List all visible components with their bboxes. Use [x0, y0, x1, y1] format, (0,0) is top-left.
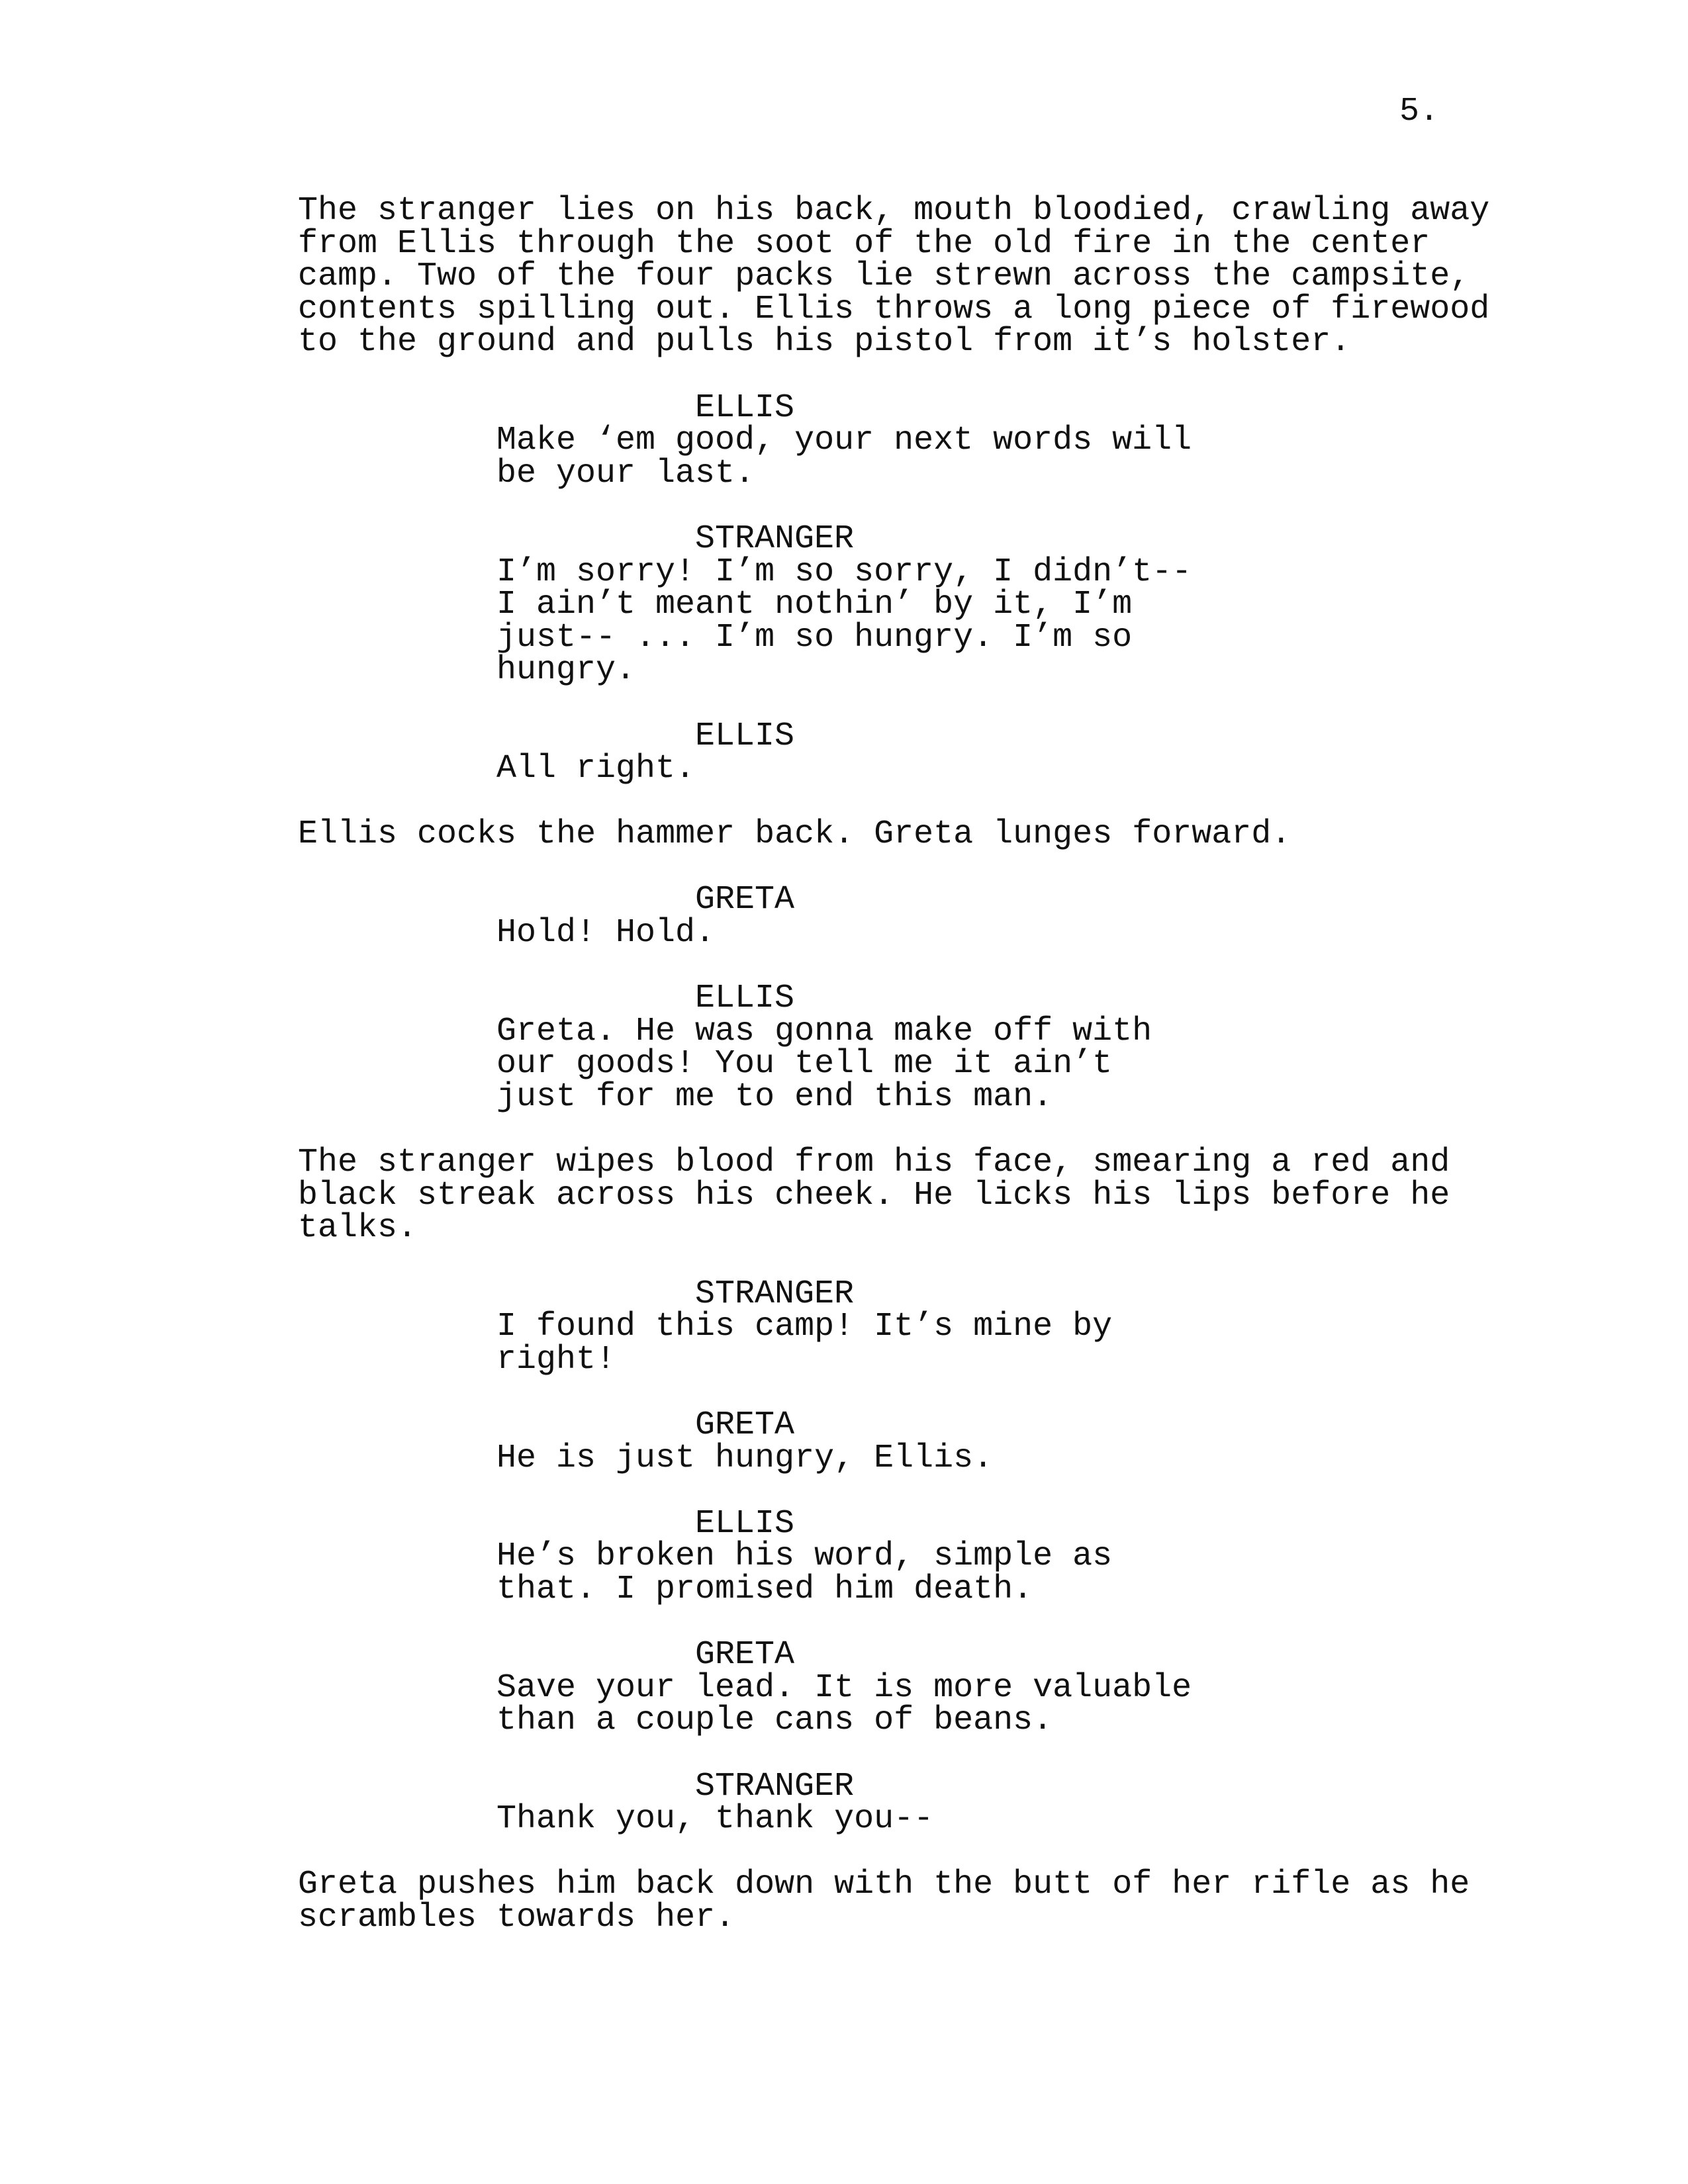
- dialogue-line: be your last.: [496, 454, 755, 492]
- dialogue-line: just-- ... I’m so hungry. I’m so: [496, 618, 1133, 657]
- dialogue-line: I’m sorry! I’m so sorry, I didn’t--: [496, 553, 1192, 591]
- character-name: GRETA: [695, 881, 795, 919]
- dialogue-block: [298, 1275, 1489, 1379]
- dialogue-line: I found this camp! It’s mine by: [496, 1308, 1113, 1346]
- action-line: Greta pushes him back down with the butt of her rifle as he: [298, 1866, 1470, 1904]
- character-name: ELLIS: [695, 717, 795, 755]
- character-name: ELLIS: [695, 1504, 795, 1543]
- character-name: GRETA: [695, 1636, 795, 1674]
- character-name: ELLIS: [695, 388, 795, 427]
- dialogue-line: that. I promised him death.: [496, 1570, 1033, 1608]
- dialogue-block: [298, 388, 1489, 492]
- block-spacer: [298, 1475, 1489, 1508]
- action-paragraph: [298, 1868, 1489, 1934]
- dialogue-block: [298, 1406, 1489, 1477]
- block-spacer: [298, 1737, 1489, 1770]
- dialogue-line: He’s broken his word, simple as: [496, 1537, 1113, 1576]
- action-line: contents spilling out. Ellis throws a long piece of firewood: [298, 290, 1490, 328]
- dialogue-line: right!: [496, 1340, 616, 1379]
- block-spacer: [298, 950, 1489, 983]
- block-spacer: [298, 490, 1489, 523]
- action-paragraph: [298, 192, 1490, 361]
- action-line: Ellis cocks the hammer back. Greta lunges forward.: [298, 815, 1291, 854]
- block-spacer: [298, 1114, 1489, 1147]
- dialogue-block: [298, 1504, 1489, 1608]
- block-spacer: [298, 1606, 1489, 1639]
- dialogue-line: Make ‘em good, your next words will: [496, 422, 1192, 460]
- dialogue-line: hungry.: [496, 651, 636, 690]
- block-spacer: [298, 1836, 1489, 1869]
- dialogue-block: [298, 881, 1489, 952]
- dialogue-line: Greta. He was gonna make off with: [496, 1012, 1152, 1050]
- dialogue-block: [298, 979, 1489, 1116]
- action-line: from Ellis through the soot of the old fire in the center: [298, 224, 1430, 263]
- dialogue-line: He is just hungry, Ellis.: [496, 1439, 994, 1477]
- page-number: 5.: [1399, 93, 1440, 130]
- dialogue-block: [298, 1636, 1489, 1740]
- block-spacer: [298, 1245, 1489, 1278]
- action-line: The stranger wipes blood from his face, smearing a red and: [298, 1144, 1450, 1182]
- dialogue-line: than a couple cans of beans.: [496, 1702, 1053, 1740]
- block-spacer: [298, 1376, 1489, 1409]
- dialogue-line: Save your lead. It is more valuable: [496, 1668, 1192, 1707]
- character-name: ELLIS: [695, 979, 795, 1018]
- dialogue-block: [298, 717, 1489, 788]
- character-name: STRANGER: [695, 1275, 855, 1313]
- action-line: black streak across his cheek. He licks his lips before he: [298, 1176, 1450, 1214]
- dialogue-line: Hold! Hold.: [496, 914, 716, 952]
- character-name: STRANGER: [695, 1767, 855, 1805]
- dialogue-block: [298, 1767, 1489, 1839]
- dialogue-line: our goods! You tell me it ain’t: [496, 1045, 1113, 1083]
- action-line: camp. Two of the four packs lie strewn across the campsite,: [298, 257, 1470, 296]
- action-line: scrambles towards her.: [298, 1898, 735, 1936]
- block-spacer: [298, 359, 1489, 392]
- action-line: to the ground and pulls his pistol from it’s holster.: [298, 323, 1351, 361]
- action-line: talks.: [298, 1209, 418, 1248]
- block-spacer: [298, 851, 1489, 884]
- action-line: The stranger lies on his back, mouth bloodied, crawling away: [298, 192, 1490, 230]
- dialogue-line: All right.: [496, 750, 696, 788]
- dialogue-line: I ain’t meant nothin’ by it, I’m: [496, 586, 1133, 624]
- character-name: STRANGER: [695, 520, 855, 558]
- action-paragraph: [298, 1144, 1489, 1248]
- block-spacer: [298, 786, 1489, 819]
- dialogue-line: Thank you, thank you--: [496, 1800, 934, 1839]
- dialogue-line: just for me to end this man.: [496, 1078, 1053, 1116]
- action-paragraph: [298, 815, 1489, 854]
- dialogue-block: [298, 520, 1489, 690]
- block-spacer: [298, 687, 1489, 720]
- screenplay-body: [298, 192, 1490, 1936]
- character-name: GRETA: [695, 1406, 795, 1444]
